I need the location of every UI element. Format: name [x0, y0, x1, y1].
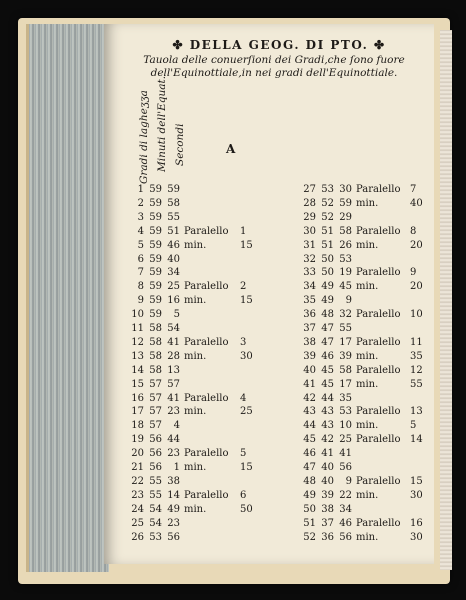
table-row — [130, 309, 265, 321]
seconds-value: 58 — [339, 364, 352, 376]
parallel-label: Paralello — [356, 475, 401, 487]
minutes-value: 49 — [321, 295, 334, 307]
seconds-value: 30 — [339, 184, 352, 195]
degree-value: 44 — [303, 420, 316, 432]
seconds-value: 59 — [339, 197, 352, 209]
seconds-value: 45 — [339, 281, 352, 293]
minutes-value: 36 — [321, 531, 334, 543]
parallel-value: 6 — [240, 489, 247, 501]
table-row — [130, 518, 265, 530]
table-row — [130, 337, 265, 349]
seconds-value: 46 — [167, 239, 180, 251]
parallel-value: 25 — [240, 406, 253, 418]
degree-value: 30 — [303, 225, 316, 237]
table-row — [130, 323, 265, 335]
parallel-label: min. — [356, 281, 379, 293]
parallel-value: 3 — [240, 336, 247, 348]
parallel-label: Paralello — [356, 309, 401, 321]
table-row — [130, 365, 265, 377]
minutes-value: 59 — [149, 211, 162, 223]
minutes-value: 47 — [321, 323, 334, 334]
parallel-label: min. — [184, 462, 207, 473]
running-header — [144, 38, 414, 52]
seconds-value: 41 — [339, 448, 352, 460]
seconds-value: 23 — [167, 448, 180, 460]
seconds-value: 9 — [345, 295, 352, 307]
seconds-value: 38 — [167, 475, 180, 487]
parallel-value: 2 — [240, 281, 247, 293]
parallel-value: 15 — [410, 475, 423, 487]
degree-value: 37 — [303, 323, 316, 334]
degree-value: 51 — [303, 517, 316, 529]
degree-value: 45 — [303, 434, 316, 446]
table-row — [300, 184, 435, 196]
parallel-label: Paralello — [184, 489, 229, 501]
table-caption — [124, 54, 424, 80]
table-row — [300, 281, 435, 293]
parallel-label: min. — [184, 239, 207, 251]
minutes-value: 59 — [149, 309, 162, 321]
seconds-value: 39 — [339, 350, 352, 362]
seconds-value: 56 — [167, 531, 180, 543]
parallel-label: min. — [356, 489, 379, 501]
parallel-value: 12 — [410, 364, 423, 376]
degree-value: 5 — [137, 239, 144, 251]
minutes-value: 43 — [321, 406, 334, 418]
table-row — [300, 462, 435, 474]
table-row — [300, 420, 435, 432]
degree-value: 10 — [131, 309, 144, 321]
degree-value: 36 — [303, 309, 316, 321]
degree-value: 18 — [131, 420, 144, 432]
seconds-value: 28 — [167, 350, 180, 362]
minutes-value: 59 — [149, 281, 162, 293]
parallel-value: 15 — [240, 462, 253, 473]
degree-value: 22 — [131, 475, 144, 487]
minutes-value: 56 — [149, 462, 162, 473]
table-row — [300, 198, 435, 210]
parallel-value: 30 — [410, 489, 423, 501]
column-head-gradi: Gradi di lagheʒʒa — [138, 90, 150, 184]
parallel-label: Paralello — [356, 434, 401, 446]
degree-value: 25 — [131, 517, 144, 529]
degree-value: 1 — [137, 184, 144, 195]
parallel-value: 5 — [410, 420, 417, 432]
table-row — [300, 295, 435, 307]
seconds-value: 10 — [339, 420, 352, 432]
table-row — [130, 212, 265, 224]
degree-value: 9 — [137, 295, 144, 307]
parallel-label: Paralello — [184, 281, 229, 293]
degree-value: 17 — [131, 406, 144, 418]
minutes-value: 42 — [321, 434, 334, 446]
table-row — [130, 434, 265, 446]
parallel-label: min. — [184, 295, 207, 307]
minutes-value: 40 — [321, 475, 334, 487]
minutes-value: 54 — [149, 517, 162, 529]
seconds-value: 19 — [339, 267, 352, 279]
minutes-value: 45 — [321, 378, 334, 390]
degree-value: 4 — [137, 225, 144, 237]
ornament-right-icon: ✤ — [373, 38, 386, 52]
minutes-value: 57 — [149, 378, 162, 390]
degree-value: 41 — [303, 378, 316, 390]
seconds-value: 26 — [339, 239, 352, 251]
minutes-value: 51 — [321, 239, 334, 251]
table-row — [300, 532, 435, 544]
table-row — [130, 226, 265, 238]
parallel-label: Paralello — [184, 336, 229, 348]
table-row — [300, 518, 435, 530]
degree-value: 19 — [131, 434, 144, 446]
parallel-label: Paralello — [356, 184, 401, 195]
seconds-value: 51 — [167, 225, 180, 237]
degree-value: 12 — [131, 336, 144, 348]
parallel-value: 8 — [410, 225, 417, 237]
table-row — [300, 337, 435, 349]
minutes-value: 38 — [321, 503, 334, 515]
degree-value: 14 — [131, 364, 144, 376]
book-page — [104, 24, 434, 564]
degree-value: 50 — [303, 503, 316, 515]
minutes-value: 58 — [149, 350, 162, 362]
seconds-value: 13 — [167, 364, 180, 376]
parallel-value: 40 — [410, 197, 423, 209]
seconds-value: 4 — [173, 420, 180, 432]
seconds-value: 25 — [167, 281, 180, 293]
table-row — [300, 448, 435, 460]
degree-value: 23 — [131, 489, 144, 501]
parallel-label: min. — [184, 350, 207, 362]
parallel-label: Paralello — [184, 392, 229, 404]
table-row — [130, 295, 265, 307]
seconds-value: 23 — [167, 406, 180, 418]
parallel-value: 15 — [240, 295, 253, 307]
table-row — [130, 448, 265, 460]
table-row — [300, 309, 435, 321]
ornament-left-icon: ✤ — [172, 38, 185, 52]
table-row — [130, 379, 265, 391]
degree-value: 15 — [131, 378, 144, 390]
degree-value: 49 — [303, 489, 316, 501]
degree-value: 11 — [131, 323, 144, 334]
table-row — [130, 267, 265, 279]
seconds-value: 16 — [167, 295, 180, 307]
minutes-value: 59 — [149, 197, 162, 209]
degree-value: 3 — [137, 211, 144, 223]
parallel-value: 9 — [410, 267, 417, 279]
seconds-value: 59 — [167, 184, 180, 195]
seconds-value: 23 — [167, 517, 180, 529]
degree-value: 48 — [303, 475, 316, 487]
parallel-label: min. — [356, 531, 379, 543]
degree-value: 52 — [303, 531, 316, 543]
table-row — [130, 532, 265, 544]
minutes-value: 52 — [321, 197, 334, 209]
parallel-label: Paralello — [356, 225, 401, 237]
degree-value: 13 — [131, 350, 144, 362]
table-row — [300, 351, 435, 363]
seconds-value: 22 — [339, 489, 352, 501]
table-row — [130, 420, 265, 432]
degree-value: 2 — [137, 197, 144, 209]
seconds-value: 14 — [167, 489, 180, 501]
table-row — [300, 393, 435, 405]
degree-value: 27 — [303, 184, 316, 195]
parallel-value: 7 — [410, 184, 417, 195]
minutes-value: 59 — [149, 267, 162, 279]
table-row — [130, 281, 265, 293]
minutes-value: 46 — [321, 350, 334, 362]
minutes-value: 47 — [321, 336, 334, 348]
minutes-value: 59 — [149, 253, 162, 265]
degree-value: 16 — [131, 392, 144, 404]
table-row — [130, 490, 265, 502]
table-row — [130, 184, 265, 196]
degree-value: 42 — [303, 392, 316, 404]
degree-value: 20 — [131, 448, 144, 460]
seconds-value: 9 — [345, 475, 352, 487]
parallel-label: Paralello — [184, 225, 229, 237]
table-row — [130, 240, 265, 252]
degree-value: 47 — [303, 462, 316, 473]
table-row — [300, 212, 435, 224]
minutes-value: 44 — [321, 392, 334, 404]
seconds-value: 40 — [167, 253, 180, 265]
parallel-value: 50 — [240, 503, 253, 515]
parallel-label: min. — [356, 197, 379, 209]
degree-value: 31 — [303, 239, 316, 251]
seconds-value: 34 — [339, 503, 352, 515]
parallel-value: 1 — [240, 225, 247, 237]
seconds-value: 29 — [339, 211, 352, 223]
minutes-value: 39 — [321, 489, 334, 501]
parallel-value: 30 — [410, 531, 423, 543]
seconds-value: 34 — [167, 267, 180, 279]
table-row — [130, 393, 265, 405]
minutes-value: 53 — [149, 531, 162, 543]
parallel-value: 20 — [410, 281, 423, 293]
seconds-value: 41 — [167, 336, 180, 348]
parallel-value: 16 — [410, 517, 423, 529]
parallel-label: min. — [356, 378, 379, 390]
parallel-label: min. — [356, 350, 379, 362]
minutes-value: 59 — [149, 225, 162, 237]
degree-value: 8 — [137, 281, 144, 293]
minutes-value: 55 — [149, 475, 162, 487]
degree-value: 39 — [303, 350, 316, 362]
minutes-value: 48 — [321, 309, 334, 321]
section-letter: A — [226, 142, 236, 156]
parallel-label: min. — [184, 406, 207, 418]
minutes-value: 59 — [149, 184, 162, 195]
table-row — [130, 476, 265, 488]
seconds-value: 5 — [173, 309, 180, 321]
seconds-value: 32 — [339, 309, 352, 321]
seconds-value: 35 — [339, 392, 352, 404]
seconds-value: 44 — [167, 434, 180, 446]
minutes-value: 54 — [149, 503, 162, 515]
minutes-value: 52 — [321, 211, 334, 223]
minutes-value: 56 — [149, 448, 162, 460]
minutes-value: 56 — [149, 434, 162, 446]
minutes-value: 45 — [321, 364, 334, 376]
parallel-label: min. — [356, 239, 379, 251]
seconds-value: 41 — [167, 392, 180, 404]
header-title: DELLA GEOG. DI PTO. — [189, 38, 369, 52]
parallel-label: Paralello — [184, 448, 229, 460]
table-row — [130, 351, 265, 363]
degree-value: 24 — [131, 503, 144, 515]
table-row — [300, 476, 435, 488]
seconds-value: 53 — [339, 406, 352, 418]
minutes-value: 59 — [149, 239, 162, 251]
degree-value: 7 — [137, 267, 144, 279]
minutes-value: 58 — [149, 364, 162, 376]
parallel-value: 14 — [410, 434, 423, 446]
seconds-value: 58 — [339, 225, 352, 237]
degree-value: 35 — [303, 295, 316, 307]
degree-value: 28 — [303, 197, 316, 209]
seconds-value: 56 — [339, 531, 352, 543]
degree-value: 38 — [303, 336, 316, 348]
table-row — [130, 406, 265, 418]
table-row — [300, 434, 435, 446]
seconds-value: 46 — [339, 517, 352, 529]
parallel-label: min. — [184, 503, 207, 515]
minutes-value: 41 — [321, 448, 334, 460]
degree-value: 32 — [303, 253, 316, 265]
seconds-value: 58 — [167, 197, 180, 209]
parallel-value: 10 — [410, 309, 423, 321]
parallel-value: 35 — [410, 350, 423, 362]
minutes-value: 50 — [321, 253, 334, 265]
parallel-value: 30 — [240, 350, 253, 362]
table-row — [130, 462, 265, 474]
degree-value: 26 — [131, 531, 144, 543]
table-row — [300, 365, 435, 377]
table-row — [130, 254, 265, 266]
seconds-value: 17 — [339, 378, 352, 390]
parallel-value: 20 — [410, 239, 423, 251]
parallel-value: 4 — [240, 392, 247, 404]
table-row — [300, 504, 435, 516]
seconds-value: 25 — [339, 434, 352, 446]
page-edges-left — [26, 24, 109, 572]
minutes-value: 58 — [149, 323, 162, 334]
seconds-value: 17 — [339, 336, 352, 348]
minutes-value: 58 — [149, 336, 162, 348]
parallel-label: Paralello — [356, 517, 401, 529]
minutes-value: 57 — [149, 392, 162, 404]
minutes-value: 40 — [321, 462, 334, 473]
degree-value: 29 — [303, 211, 316, 223]
minutes-value: 57 — [149, 420, 162, 432]
page-edges-right — [440, 30, 452, 570]
parallel-value: 15 — [240, 239, 253, 251]
parallel-label: Paralello — [356, 267, 401, 279]
minutes-value: 57 — [149, 406, 162, 418]
parallel-value: 11 — [410, 336, 423, 348]
minutes-value: 37 — [321, 517, 334, 529]
table-row — [130, 198, 265, 210]
minutes-value: 55 — [149, 489, 162, 501]
degree-value: 33 — [303, 267, 316, 279]
parallel-value: 55 — [410, 378, 423, 390]
minutes-value: 59 — [149, 295, 162, 307]
table-row — [300, 379, 435, 391]
parallel-value: 13 — [410, 406, 423, 418]
parallel-label: min. — [356, 420, 379, 432]
degree-value: 40 — [303, 364, 316, 376]
minutes-value: 53 — [321, 184, 334, 195]
table-row — [300, 254, 435, 266]
caption-line-1: Tauola delle conuerſioni dei Gradi,che ſono fuore — [143, 54, 405, 66]
column-head-secondi: Secondi — [174, 123, 186, 166]
degree-value: 43 — [303, 406, 316, 418]
parallel-label: Paralello — [356, 364, 401, 376]
degree-value: 6 — [137, 253, 144, 265]
seconds-value: 54 — [167, 323, 180, 334]
seconds-value: 1 — [173, 462, 180, 473]
degree-value: 21 — [131, 462, 144, 473]
table-row — [300, 240, 435, 252]
minutes-value: 43 — [321, 420, 334, 432]
seconds-value: 56 — [339, 462, 352, 473]
seconds-value: 55 — [339, 323, 352, 334]
table-row — [300, 490, 435, 502]
table-row — [130, 504, 265, 516]
table-row — [300, 267, 435, 279]
degree-value: 46 — [303, 448, 316, 460]
table-row — [300, 226, 435, 238]
table-row — [300, 323, 435, 335]
parallel-label: Paralello — [356, 406, 401, 418]
column-head-minuti: Minuti dell'Equat. — [156, 75, 168, 172]
seconds-value: 57 — [167, 378, 180, 390]
minutes-value: 50 — [321, 267, 334, 279]
minutes-value: 49 — [321, 281, 334, 293]
parallel-label: Paralello — [356, 336, 401, 348]
caption-line-2: dell'Equinottiale,in nei gradi dell'Equinottiale. — [150, 67, 398, 79]
parallel-value: 5 — [240, 448, 247, 460]
degree-value: 34 — [303, 281, 316, 293]
seconds-value: 55 — [167, 211, 180, 223]
seconds-value: 53 — [339, 253, 352, 265]
table-row — [300, 406, 435, 418]
minutes-value: 51 — [321, 225, 334, 237]
seconds-value: 49 — [167, 503, 180, 515]
